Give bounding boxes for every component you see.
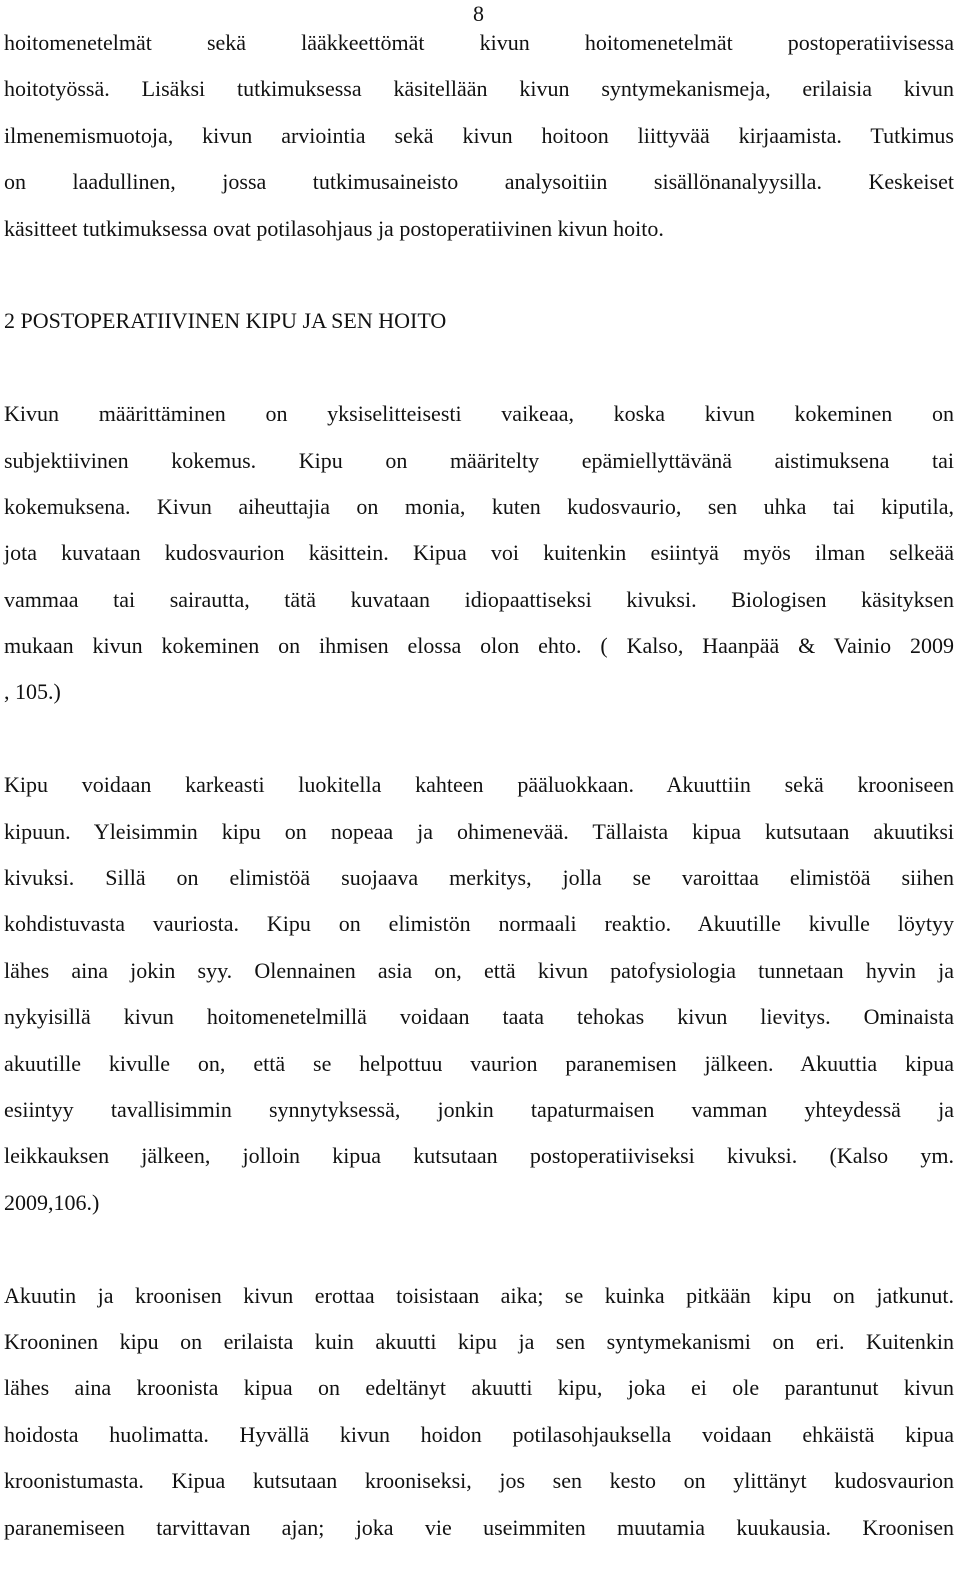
- spacer: [4, 716, 954, 762]
- text-line: ilmenemismuotoja, kivun arviointia sekä kivun hoitoon liittyvää kirjaamista. Tutkimus: [4, 122, 954, 148]
- text-line: hoidosta huolimatta. Hyvällä kivun hoidon potilasohjauksella voidaan ehkäistä kipua: [4, 1421, 954, 1447]
- text-line: nykyisillä kivun hoitomenetelmillä voidaan taata tehokas kivun lievitys. Ominaista: [4, 1004, 954, 1030]
- paragraph-2: [4, 391, 954, 716]
- text-line: hoitotyössä. Lisäksi tutkimuksessa käsitellään kivun syntymekanismeja, erilaisia kivun: [4, 76, 954, 102]
- text-line: käsitteet tutkimuksessa ovat potilasohjaus ja postoperatiivinen kivun hoito.: [4, 215, 664, 241]
- text-line: jota kuvataan kudosvaurion käsittein. Kipua voi kuitenkin esiintyä myös ilman selkeää: [4, 540, 954, 566]
- text-line: hoitomenetelmät sekä lääkkeettömät kivun hoitomenetelmät postoperatiivisessa: [4, 30, 954, 55]
- text-line: subjektiivinen kokemus. Kipu on määritelty epämiellyttävänä aistimuksena tai: [4, 447, 954, 473]
- text-line: kohdistuvasta vauriosta. Kipu on elimistön normaali reaktio. Akuutille kivulle löytyy: [4, 911, 954, 937]
- text-line: lähes aina jokin syy. Olennainen asia on, että kivun patofysiologia tunnetaan hyvin ja: [4, 957, 954, 983]
- text-line: kivuksi. Sillä on elimistöä suojaava merkitys, jolla se varoittaa elimistöä siihen: [4, 865, 954, 891]
- text-line: lähes aina kroonista kipua on edeltänyt akuutti kipu, joka ei ole parantunut kivun: [4, 1375, 954, 1401]
- paragraph-3: [4, 762, 954, 1226]
- text-line: Krooninen kipu on erilaista kuin akuutti kipu ja sen syntymekanismi on eri. Kuitenkin: [4, 1328, 954, 1354]
- text-line: on laadullinen, jossa tutkimusaineisto analysoitiin sisällönanalyysilla. Keskeiset: [4, 169, 954, 195]
- text-line: paranemiseen tarvittavan ajan; joka vie useimmiten muutamia kuukausia. Kroonisen: [4, 1514, 954, 1540]
- text-line: 2009,106.): [4, 1189, 100, 1215]
- text-line: Kipu voidaan karkeasti luokitella kahteen pääluokkaan. Akuuttiin sekä krooniseen: [4, 772, 954, 798]
- paragraph-4: [4, 1273, 954, 1551]
- page-number: 8: [473, 1, 484, 26]
- text-line: , 105.): [4, 679, 61, 705]
- paragraph-1: [4, 20, 954, 252]
- text-line: kokemuksena. Kivun aiheuttajia on monia, kuten kudosvaurio, sen uhka tai kiputila,: [4, 493, 954, 519]
- page-content: [4, 20, 954, 1551]
- spacer: [4, 252, 954, 298]
- text-line: kipuun. Yleisimmin kipu on nopeaa ja ohimenevää. Tällaista kipua kutsutaan akuutiksi: [4, 818, 954, 844]
- spacer: [4, 345, 954, 391]
- text-line: esiintyy tavallisimmin synnytyksessä, jonkin tapaturmaisen vamman yhteydessä ja: [4, 1096, 954, 1122]
- spacer: [4, 1226, 954, 1272]
- text-line: Akuutin ja kroonisen kivun erottaa toisistaan aika; se kuinka pitkään kipu on jatkunut.: [4, 1282, 954, 1308]
- text-line: akuutille kivulle on, että se helpottuu vaurion paranemisen jälkeen. Akuuttia kipua: [4, 1050, 954, 1076]
- text-line: leikkauksen jälkeen, jolloin kipua kutsutaan postoperatiiviseksi kivuksi. (Kalso ym.: [4, 1143, 954, 1169]
- text-line: vammaa tai sairautta, tätä kuvataan idiopaattiseksi kivuksi. Biologisen käsityksen: [4, 586, 954, 612]
- text-line: kroonistumasta. Kipua kutsutaan krooniseksi, jos sen kesto on ylittänyt kudosvaurion: [4, 1468, 954, 1494]
- text-line: mukaan kivun kokeminen on ihmisen elossa olon ehto. ( Kalso, Haanpää & Vainio 2009: [4, 633, 954, 659]
- text-line: Kivun määrittäminen on yksiselitteisesti vaikeaa, koska kivun kokeminen on: [4, 401, 954, 427]
- section-heading: 2 POSTOPERATIIVINEN KIPU JA SEN HOITO: [4, 308, 447, 334]
